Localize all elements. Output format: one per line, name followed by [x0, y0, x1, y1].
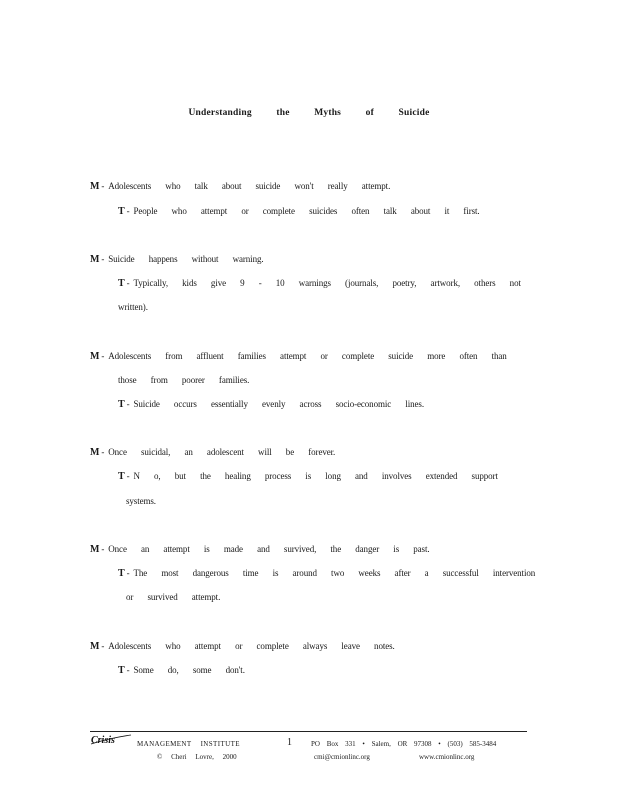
page-title: Understanding the Myths of Suicide	[188, 108, 430, 118]
truth-continuation: systems.	[126, 496, 156, 506]
truth-continuation: written).	[118, 302, 148, 312]
myth-line: M - Once suicidal, an adolescent will be forever.	[90, 447, 336, 458]
myth-line: M - Adolescents who attempt or complete always leave notes.	[90, 641, 395, 652]
myth-text: Once an attempt is made and survived, the danger is past.	[108, 544, 430, 554]
myth-line: M - Adolescents who talk about suicide won't really attempt.	[90, 181, 391, 192]
myth-text: Adolescents who talk about suicide won't really attempt.	[108, 181, 391, 191]
truth-text: Suicide occurs essentially evenly across socio-economic lines.	[133, 399, 424, 409]
footer-copyright: © Cheri Lovre, 2000	[157, 753, 237, 761]
myth-continuation: those from poorer families.	[118, 375, 250, 385]
truth-text: The most dangerous time is around two weeks after a successful intervention	[133, 568, 536, 578]
myth-marker: M	[90, 254, 100, 265]
myth-marker: M	[90, 641, 100, 652]
truth-text: People who attempt or complete suicides often talk about it first.	[133, 206, 480, 216]
footer-divider	[90, 731, 527, 732]
logo-wordmark: Crisis	[91, 735, 115, 745]
myth-marker: M	[90, 181, 100, 192]
truth-line: T - Typically, kids give 9 - 10 warnings (journals, poetry, artwork, others not	[118, 278, 521, 289]
myth-marker: M	[90, 544, 100, 555]
footer-address: PO Box 331 • Salem, OR 97308 • (503) 585-3484	[311, 740, 497, 748]
myth-text: Suicide happens without warning.	[108, 254, 264, 264]
truth-text: N o, but the healing process is long and involves extended support	[133, 471, 498, 481]
footer-website[interactable]: www.cmionlinc.org	[419, 753, 475, 761]
myth-marker: M	[90, 351, 100, 362]
myth-line: M - Suicide happens without warning.	[90, 254, 264, 265]
myth-line: M - Adolescents from affluent families attempt or complete suicide more often than	[90, 351, 507, 362]
truth-text: Some do, some don't.	[133, 665, 245, 675]
truth-marker: T	[118, 665, 125, 676]
truth-continuation: or survived attempt.	[126, 592, 221, 602]
myth-text: Once suicidal, an adolescent will be forever.	[108, 447, 336, 457]
footer-email[interactable]: cmi@cmionlinc.org	[314, 753, 370, 761]
page-number: 1	[287, 737, 292, 748]
organization-logo	[90, 733, 132, 745]
truth-marker: T	[118, 568, 125, 579]
truth-line: T - People who attempt or complete suicides often talk about it first.	[118, 206, 480, 217]
myth-line: M - Once an attempt is made and survived, the danger is past.	[90, 544, 430, 555]
truth-text: Typically, kids give 9 - 10 warnings (journals, poetry, artwork, others not	[133, 278, 521, 288]
truth-line: T - The most dangerous time is around two weeks after a successful intervention	[118, 568, 536, 579]
myth-marker: M	[90, 447, 100, 458]
truth-marker: T	[118, 471, 125, 482]
truth-line: T - Some do, some don't.	[118, 665, 245, 676]
myth-text: Adolescents from affluent families attempt or complete suicide more often than	[108, 351, 507, 361]
myth-text: Adolescents who attempt or complete always leave notes.	[108, 641, 395, 651]
truth-marker: T	[118, 278, 125, 289]
truth-line: T - N o, but the healing process is long and involves extended support	[118, 471, 498, 482]
footer-org-name: MANAGEMENT INSTITUTE	[137, 740, 240, 748]
truth-line: T - Suicide occurs essentially evenly across socio-economic lines.	[118, 399, 424, 410]
truth-marker: T	[118, 206, 125, 217]
truth-marker: T	[118, 399, 125, 410]
